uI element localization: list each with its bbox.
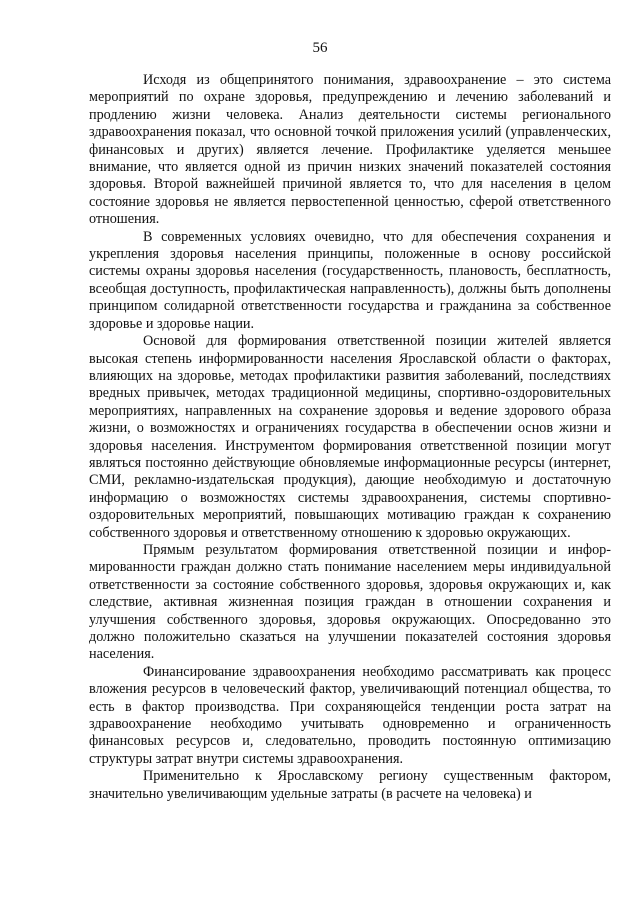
paragraph: Финансирование здравоохранения необходимо рассматривать как процесс вложения ресурсов в человеческий фактор, увеличивающий потенциал общества, то есть в фактор производства. При сохраняющейся тенденции роста затрат на здравоохранение необходимо учитывать одновременно и ограниченность финансовых ресурсов и, следовательно, проводить постоянную оптимизацию структуры затрат внутри системы здравоохранения. bbox=[89, 663, 611, 767]
document-text-body bbox=[89, 72, 611, 803]
paragraph: В современных условиях очевидно, что для обеспечения сохранения и укрепления здоровья населения принципы, положенные в основу российской системы охраны здоровья населения (государственность, плановость, бесплатность, всеобщая доступность, профилактическая направленность), должны быть дополнены принципом солидарной ответственности государства и гражданина за собственное здоровье и здоровье нации. bbox=[89, 228, 611, 332]
paragraph: Основой для формирования ответственной позиции жителей является высокая степень информированности населения Ярославской области о факторах, влияющих на здоровье, методах профилактики развития заболеваний, последствиях вредных привычек, методах традиционной медицины, спортивно-оздоровительных мероприятиях, направленных на сохранение здоровья и ведение здорового образа жизни, о возможностях и ограничениях государства в обеспечении основ жизни и здоровья населения. Инструментом формирования ответственной позиции могут являться постоянно действующие обновляемые информационные ресурсы (интернет, СМИ, рекламно-издательская продукция), дающие необходимую и достаточную информацию о возможностях системы здравоохранения, системы спортивно-оздоровительных мероприятий, повышающих мотивацию граждан к сохранению собственного здоровья и ответственному отношению к здоровью окружающих. bbox=[89, 333, 611, 541]
page-number: 56 bbox=[312, 40, 328, 56]
paragraph: Применительно к Ярославскому региону существенным фактором, значительно увеличивающим удельные затраты (в расчете на человека) и bbox=[89, 768, 611, 802]
paragraph: Исходя из общепринятого понимания, здравоохранение – это система мероприятий по охране здоровья, предупреждению и лечению заболеваний и продлению жизни человека. Анализ деятельности системы регионального здравоохранения показал, что основной точкой приложения усилий (управленческих, финансовых и других) является лечение. Профилактике уделяется меньшее внимание, что является одной из причин низких значений показателей состояния здоровья. Второй важнейшей причиной является то, что для населения в целом состояние здоровья не является первостепенной ценностью, сферой ответственного отношения. bbox=[89, 72, 611, 228]
paragraph: Прямым результатом формирования ответственной позиции и информированности граждан должно стать понимание населением меры индивидуальной ответственности за состояние собственного здоровья, здоровья окружающих и, как следствие, активная жизненная позиция граждан в отношении сохранения и улучшения собственного здоровья, здоровья окружающих. Опосредованно это должно положительно сказаться на улучшении показателей состояния здоровья населения. bbox=[89, 541, 611, 663]
